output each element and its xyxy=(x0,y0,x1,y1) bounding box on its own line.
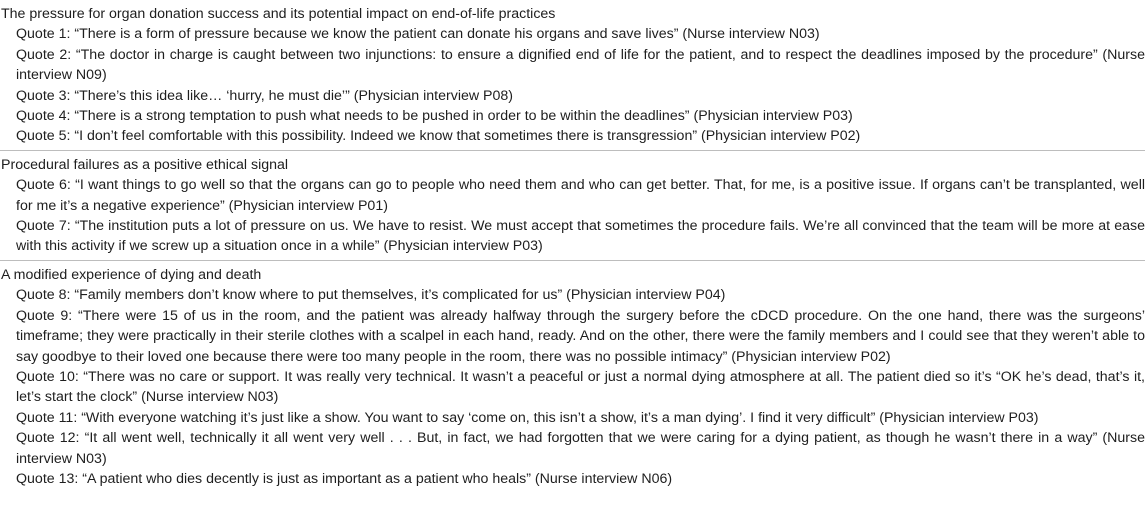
section-title: Procedural failures as a positive ethical signal xyxy=(1,156,289,173)
section-title: The pressure for organ donation success and its potential impact on end-of-life practices xyxy=(1,6,556,22)
section-procedural-failures xyxy=(0,151,1145,261)
quote-item: Quote 9: “There were 15 of us in the room, and the patient was already halfway through the surgery before the cDCD procedure. On the one hand, there was the surgeons’ timeframe; they were practically in their sterile clothes with a scalpel in each hand, ready. And on the other, there were the family members and I could see that they weren’t able to say goodbye to their loved one because there were too many people in the room, there was no possible intimacy” (Physician interview P02) xyxy=(16,307,1145,365)
quote-item: Quote 12: “It all went well, technically it all went very well . . . But, in fact, we had forgotten that we were caring for a dying patient, as though he wasn’t there in a way” (Nurse interview N03) xyxy=(16,430,1145,467)
quote-item: Quote 4: “There is a strong temptation to push what needs to be pushed in order to be within the deadlines” (Physician interview P03) xyxy=(16,108,853,125)
quote-item: Quote 8: “Family members don’t know where to put themselves, it’s complicated for us” (Physician interview P04) xyxy=(16,287,726,304)
quote-item: Quote 2: “The doctor in charge is caught between two injunctions: to ensure a dignified end of life for the patient, and to respect the deadlines imposed by the procedure” (Nurse interview N09) xyxy=(16,46,1145,84)
quote-item: Quote 6: “I want things to go well so that the organs can go to people who need them and who can get better. That, for me, is a positive issue. If organs can’t be transplanted, well for me it’s a negative experience” (Physician interview P01) xyxy=(16,177,1145,214)
quote-item: Quote 10: “There was no care or support. It was really very technical. It wasn’t a peaceful or just a normal dying atmosphere at all. The patient died so it’s “OK he’s dead, that’s it, let’s start the clock” (Nurse interview N03) xyxy=(16,368,1145,406)
section-pressure xyxy=(0,0,1145,151)
quote-item: Quote 11: “With everyone watching it’s just like a show. You want to say ‘come on, this isn’t a show, it’s a man dying’. I find it very difficult” (Physician interview P03) xyxy=(16,409,1039,426)
quote-item: Quote 5: “I don’t feel comfortable with this possibility. Indeed we know that sometimes there is transgression” (Physician interview P02) xyxy=(16,128,861,145)
section-title: A modified experience of dying and death xyxy=(1,266,262,283)
quote-item: Quote 13: “A patient who dies decently is just as important as a patient who heals” (Nurse interview N06) xyxy=(16,470,673,487)
section-dying-and-death xyxy=(0,261,1145,492)
quote-item: Quote 3: “There’s this idea like… ‘hurry, he must die’” (Physician interview P08) xyxy=(16,87,514,104)
quote-item: Quote 1: “There is a form of pressure because we know the patient can donate his organs and save lives” (Nurse interview N03) xyxy=(16,26,820,43)
quote-item: Quote 7: “The institution puts a lot of pressure on us. We have to resist. We must accept that sometimes the procedure fails. We’re all convinced that the team will be more at ease with this activity if we screw up a situation once in a while” (Physician interview P03) xyxy=(16,218,1145,255)
